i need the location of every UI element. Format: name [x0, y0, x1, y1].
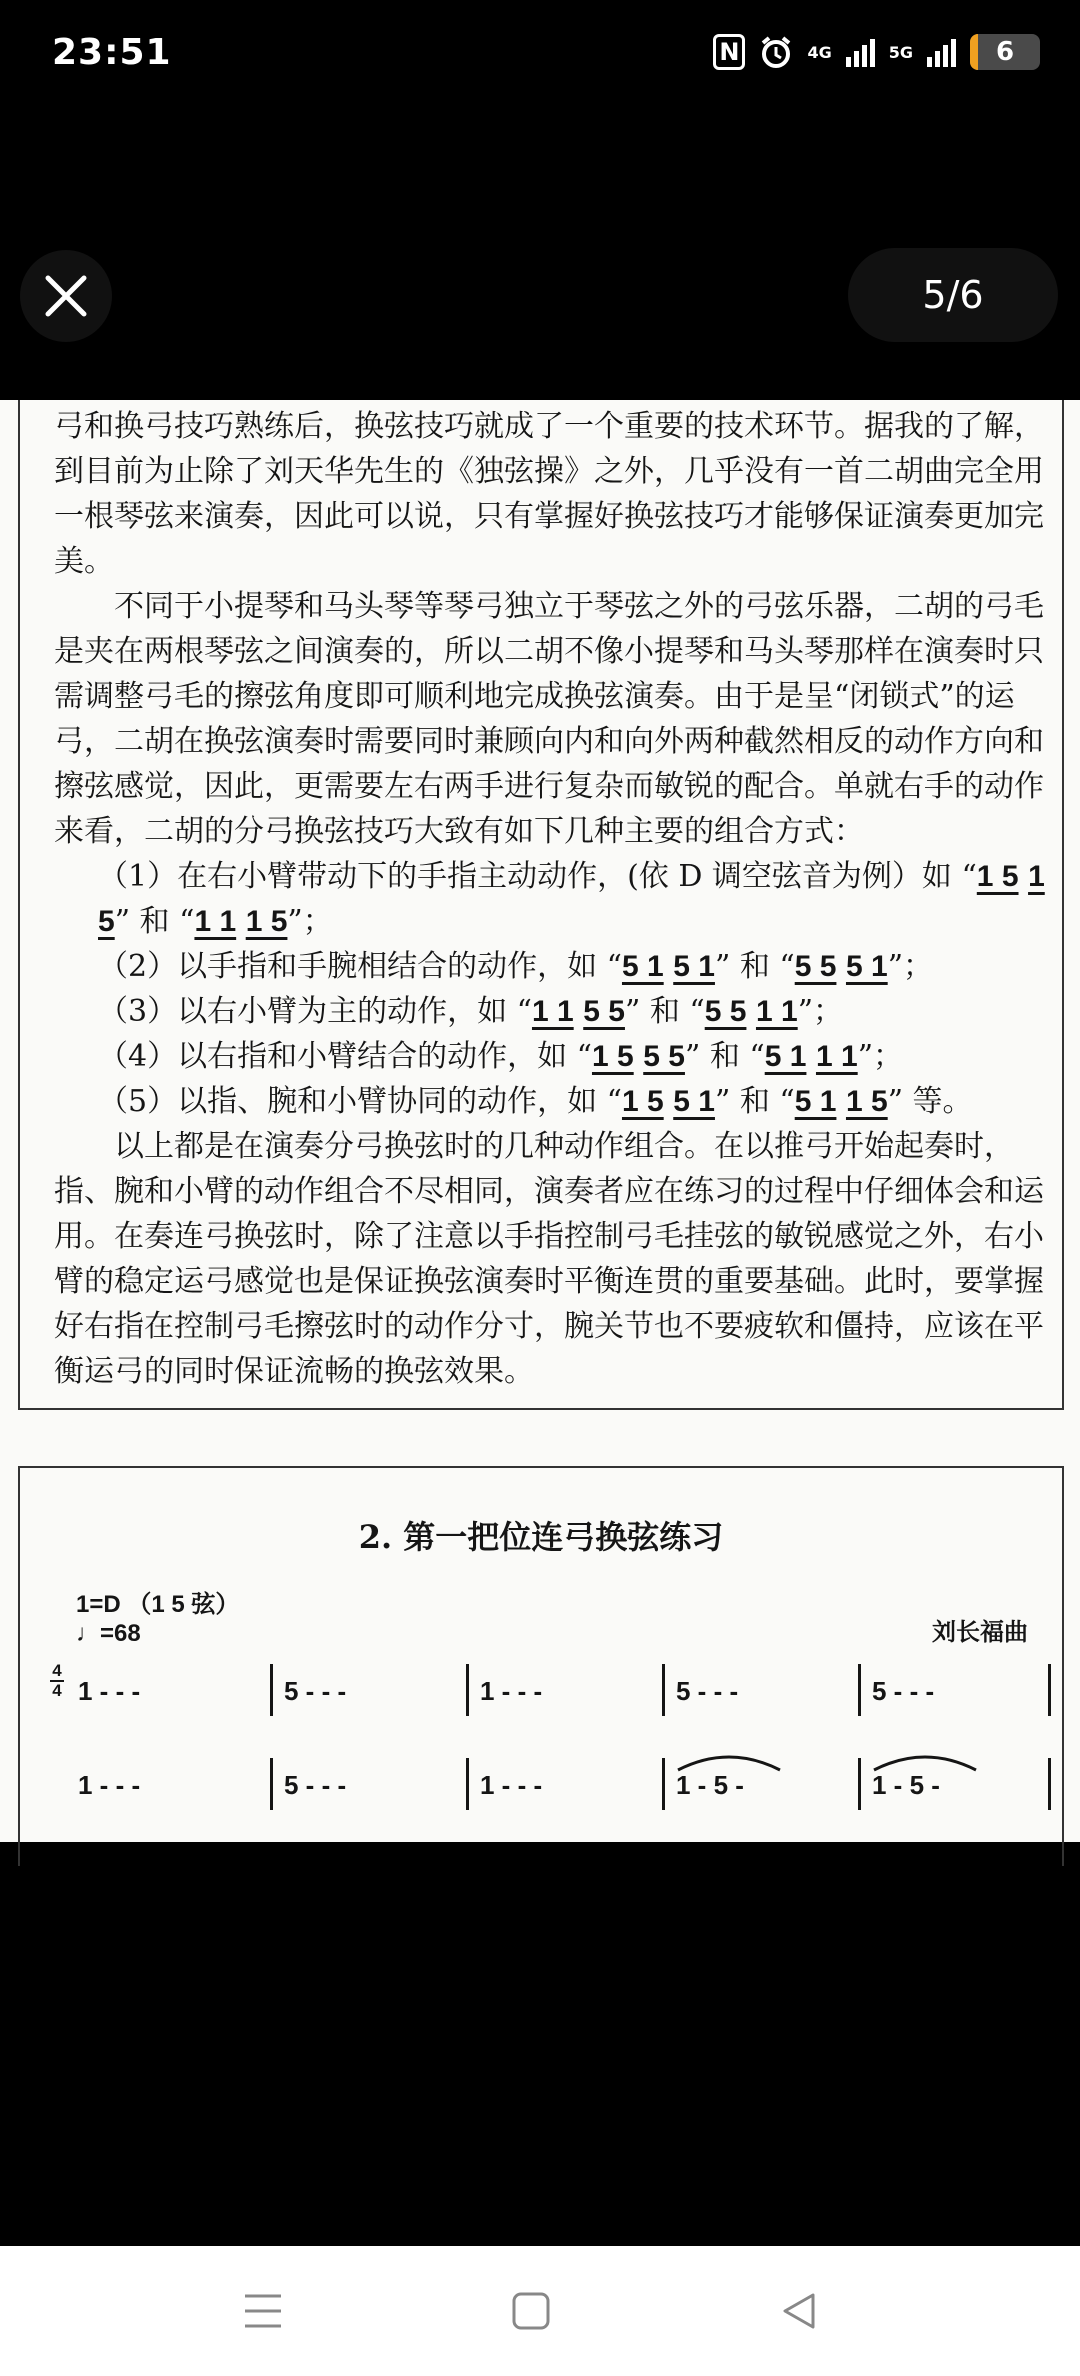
list-item: （3）以右小臂为主的动作，如 “1 1 5 5” 和 “5 5 1 1”； [98, 994, 844, 1029]
measure: 1 - - - [480, 1676, 543, 1706]
list-item: （5）以指、腕和小臂协同的动作，如 “1 5 5 1” 和 “5 1 1 5” 等。 [98, 1084, 973, 1119]
slur-mark [674, 1750, 784, 1774]
viewer-header [0, 120, 1080, 400]
paragraph: 不同于小提琴和马头琴等琴弓独立于琴弦之外的弓弦乐器，二胡的弓毛是夹在两根琴弦之间演奏的，所以二胡不像小提琴和马头琴那样在演奏时只需调整弓毛的擦弦角度即可顺利地完成换弦演奏。由于是呈“闭锁式”的运弓，二胡在换弦演奏时需要同时兼顾向内和向外两种截然相反的动作方向和擦弦感觉，因此，更需要左右两手进行复杂而敏锐的配合。单就右手的动作来看，二胡的分弓换弦技巧大致有如下几种主要的组合方式： [54, 589, 1044, 849]
network-5g-label: 5G [888, 42, 913, 62]
body-text [54, 404, 1064, 1394]
text-frame [18, 400, 1064, 1410]
close-button[interactable] [20, 250, 112, 342]
slur-mark [870, 1750, 980, 1774]
page-indicator: 5/6 [848, 248, 1058, 342]
home-icon [511, 2291, 551, 2331]
alarm-icon [759, 35, 793, 69]
measure: 5 - - - [284, 1676, 347, 1706]
close-icon [43, 273, 89, 319]
measure: 1 - - - [78, 1770, 141, 1800]
measure: 1 - - - [78, 1676, 141, 1706]
list-item: （4）以右指和小臂结合的动作，如 “1 5 5 5” 和 “5 1 1 1”； [98, 1039, 904, 1074]
battery-icon [970, 34, 1040, 70]
status-time: 23:51 [52, 32, 172, 73]
menu-icon [243, 2293, 283, 2329]
battery-level: 6 [995, 37, 1015, 67]
time-signature: 4 4 [50, 1662, 64, 1700]
exercise-frame [18, 1466, 1064, 1866]
measure: 1 - 5 - [872, 1770, 940, 1800]
measure: 1 - - - [480, 1770, 543, 1800]
signal-icon [846, 37, 875, 67]
signal-icon-2 [927, 37, 956, 67]
measure: 5 - - - [284, 1770, 347, 1800]
status-icons [713, 34, 1040, 70]
measure: 1 - 5 - [676, 1770, 744, 1800]
exercise-title: 2. 第一把位连弓换弦练习 [358, 1518, 724, 1556]
paragraph: 弓和换弓技巧熟练后，换弦技巧就成了一个重要的技术环节。据我的了解，到目前为止除了刘天华先生的《独弦操》之外，几乎没有一首二胡曲完全用一根琴弦来演奏，因此可以说，只有掌握好换弦技巧才能够保证演奏更加完美。 [54, 409, 1044, 579]
menu-button[interactable] [228, 2276, 298, 2346]
back-button[interactable] [764, 2276, 834, 2346]
list-item: （2）以手指和手腕相结合的动作，如 “5 1 5 1” 和 “5 5 5 1”； [98, 949, 934, 984]
navigation-bar [0, 2246, 1080, 2376]
nfc-icon: N [713, 34, 745, 70]
list-item: （1）在右小臂带动下的手指主动动作，(依 D 调空弦音为例）如 “1 5 1 5” 和 “1 1 1 5”； [98, 859, 1045, 939]
paragraph: 以上都是在演奏分弓换弦时的几种动作组合。在以推弓开始起奏时，指、腕和小臂的动作组合不尽相同，演奏者应在练习的过程中仔细体会和运用。在奏连弓换弦时，除了注意以手指控制弓毛挂弦的敏锐感觉之外，右小臂的稳定运弓感觉也是保证换弦演奏时平衡连贯的重要基础。此时，要掌握好右指在控制弓毛擦弦时的动作分寸，腕关节也不要疲软和僵持，应该在平衡运弓的同时保证流畅的换弦效果。 [54, 1129, 1044, 1389]
status-bar [0, 0, 1080, 120]
back-icon [779, 2291, 819, 2331]
home-button[interactable] [496, 2276, 566, 2346]
tempo-mark: ♩=68 [76, 1620, 141, 1647]
network-4g-label: 4G [807, 42, 832, 62]
document-image[interactable] [0, 400, 1080, 1842]
key-signature: 1=D （1 5 弦） [76, 1591, 240, 1618]
measure: 5 - - - [872, 1676, 935, 1706]
measure: 5 - - - [676, 1676, 739, 1706]
composer-credit: 刘长福曲 [932, 1617, 1028, 1646]
